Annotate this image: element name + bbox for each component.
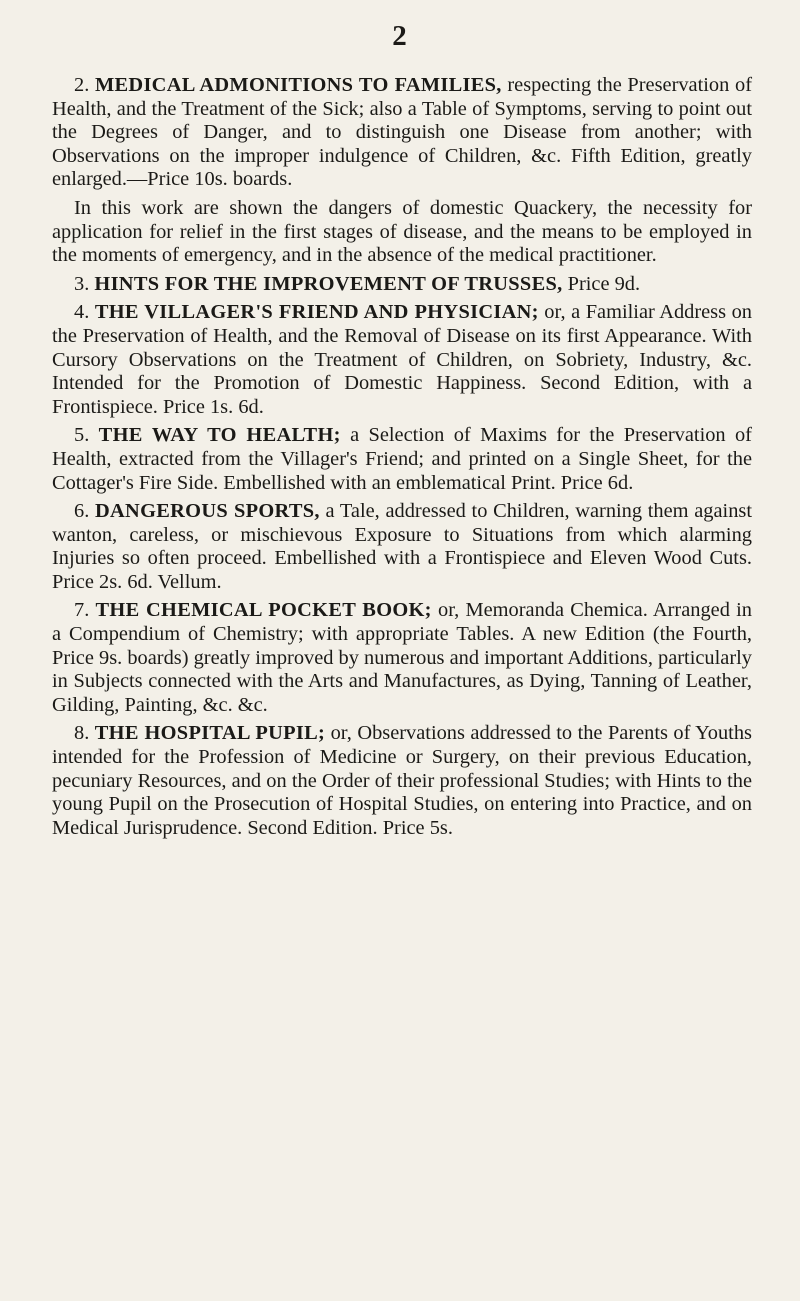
entry-body: respecting the Preservation of Health, and the Treatment of the Sick; also a Table of Symptoms, serving to point out the Degrees of Danger, and to distinguish one Disease from another; with Observations on the improper indulgence of Children, &c. Fifth Edition, greatly enlarged.—Price 10s. boards. xyxy=(52,74,752,191)
entry-body: a Selection of Maxims for the Preservation of Health, extracted from the Villager's Friend; and printed on a Single Sheet, for the Cottager's Fire Side. Embellished with an emblematical Print. Price 6d. xyxy=(52,424,752,494)
entry-body: or, Memoranda Chemica. Arranged in a Compendium of Chemistry; with appropriate Tables. A new Edition (the Fourth, Price 9s. boards) greatly improved by numerous and important Additions, particularly in Subjects connected with the Arts and Manufactures, as Dying, Tanning of Leather, Gilding, Painting, &c. &c. xyxy=(52,599,752,716)
entry-number: 3. xyxy=(74,272,90,295)
entry-number: 6. xyxy=(74,500,90,523)
entry-body: Price 9d. xyxy=(562,272,641,295)
entry-title: THE CHEMICAL POCKET BOOK; xyxy=(95,599,432,622)
entry-body: or, a Familiar Address on the Preservation of Health, and the Removal of Disease on its first Appearance. With Cursory Observations on the Treatment of Children, on Sobriety, Industry, &c. Intended for the Promotion of Domestic Happiness. Second Edition, with a Frontispiece. Price 1s. 6d. xyxy=(52,301,752,418)
entry-chemical-pocket-book xyxy=(52,599,752,717)
entry-title: DANGEROUS SPORTS, xyxy=(95,500,320,523)
entry-villagers-friend xyxy=(52,301,752,419)
entry-hints-trusses xyxy=(52,273,752,297)
entry-hospital-pupil xyxy=(52,722,752,840)
entry-title: THE VILLAGER'S FRIEND AND PHYSICIAN; xyxy=(94,301,539,324)
entry-description: In this work are shown the dangers of domestic Quackery, the necessity for application for relief in the first stages of disease, and the means to be employed in the moments of emergency, and in the absence of the medical practitioner. xyxy=(52,196,752,267)
entry-number: 7. xyxy=(74,599,90,622)
entry-number: 8. xyxy=(74,722,90,745)
entry-number: 5. xyxy=(74,424,90,447)
entry-title: MEDICAL ADMONITIONS TO FAMILIES, xyxy=(94,74,502,96)
advertisement-list xyxy=(52,74,752,845)
entry-medical-admonitions xyxy=(52,74,752,192)
page-number: 2 xyxy=(392,20,408,52)
entry-title: THE HOSPITAL PUPIL; xyxy=(94,722,326,745)
entry-dangerous-sports xyxy=(52,500,752,594)
entry-body: a Tale, addressed to Children, warning them against wanton, careless, or mischievous Exposure to Situations from which alarming Injuries so often proceed. Embellished with a Frontispiece and Eleven Wood Cuts. Price 2s. 6d. Vellum. xyxy=(52,500,752,593)
entry-title: HINTS FOR THE IMPROVEMENT OF TRUSSES, xyxy=(94,272,563,295)
entry-title: THE WAY TO HEALTH; xyxy=(98,424,341,447)
entry-number: 4. xyxy=(74,301,90,324)
entry-body: or, Observations addressed to the Parents of Youths intended for the Profession of Medicine or Surgery, on their previous Education, pecuniary Resources, and on the Order of their professional Studies; with Hints to the young Pupil on the Prosecution of Hospital Studies, on entering into Practice, and on Medical Jurisprudence. Second Edition. Price 5s. xyxy=(52,722,752,839)
entry-number: 2. xyxy=(74,74,90,96)
entry-way-to-health xyxy=(52,424,752,495)
